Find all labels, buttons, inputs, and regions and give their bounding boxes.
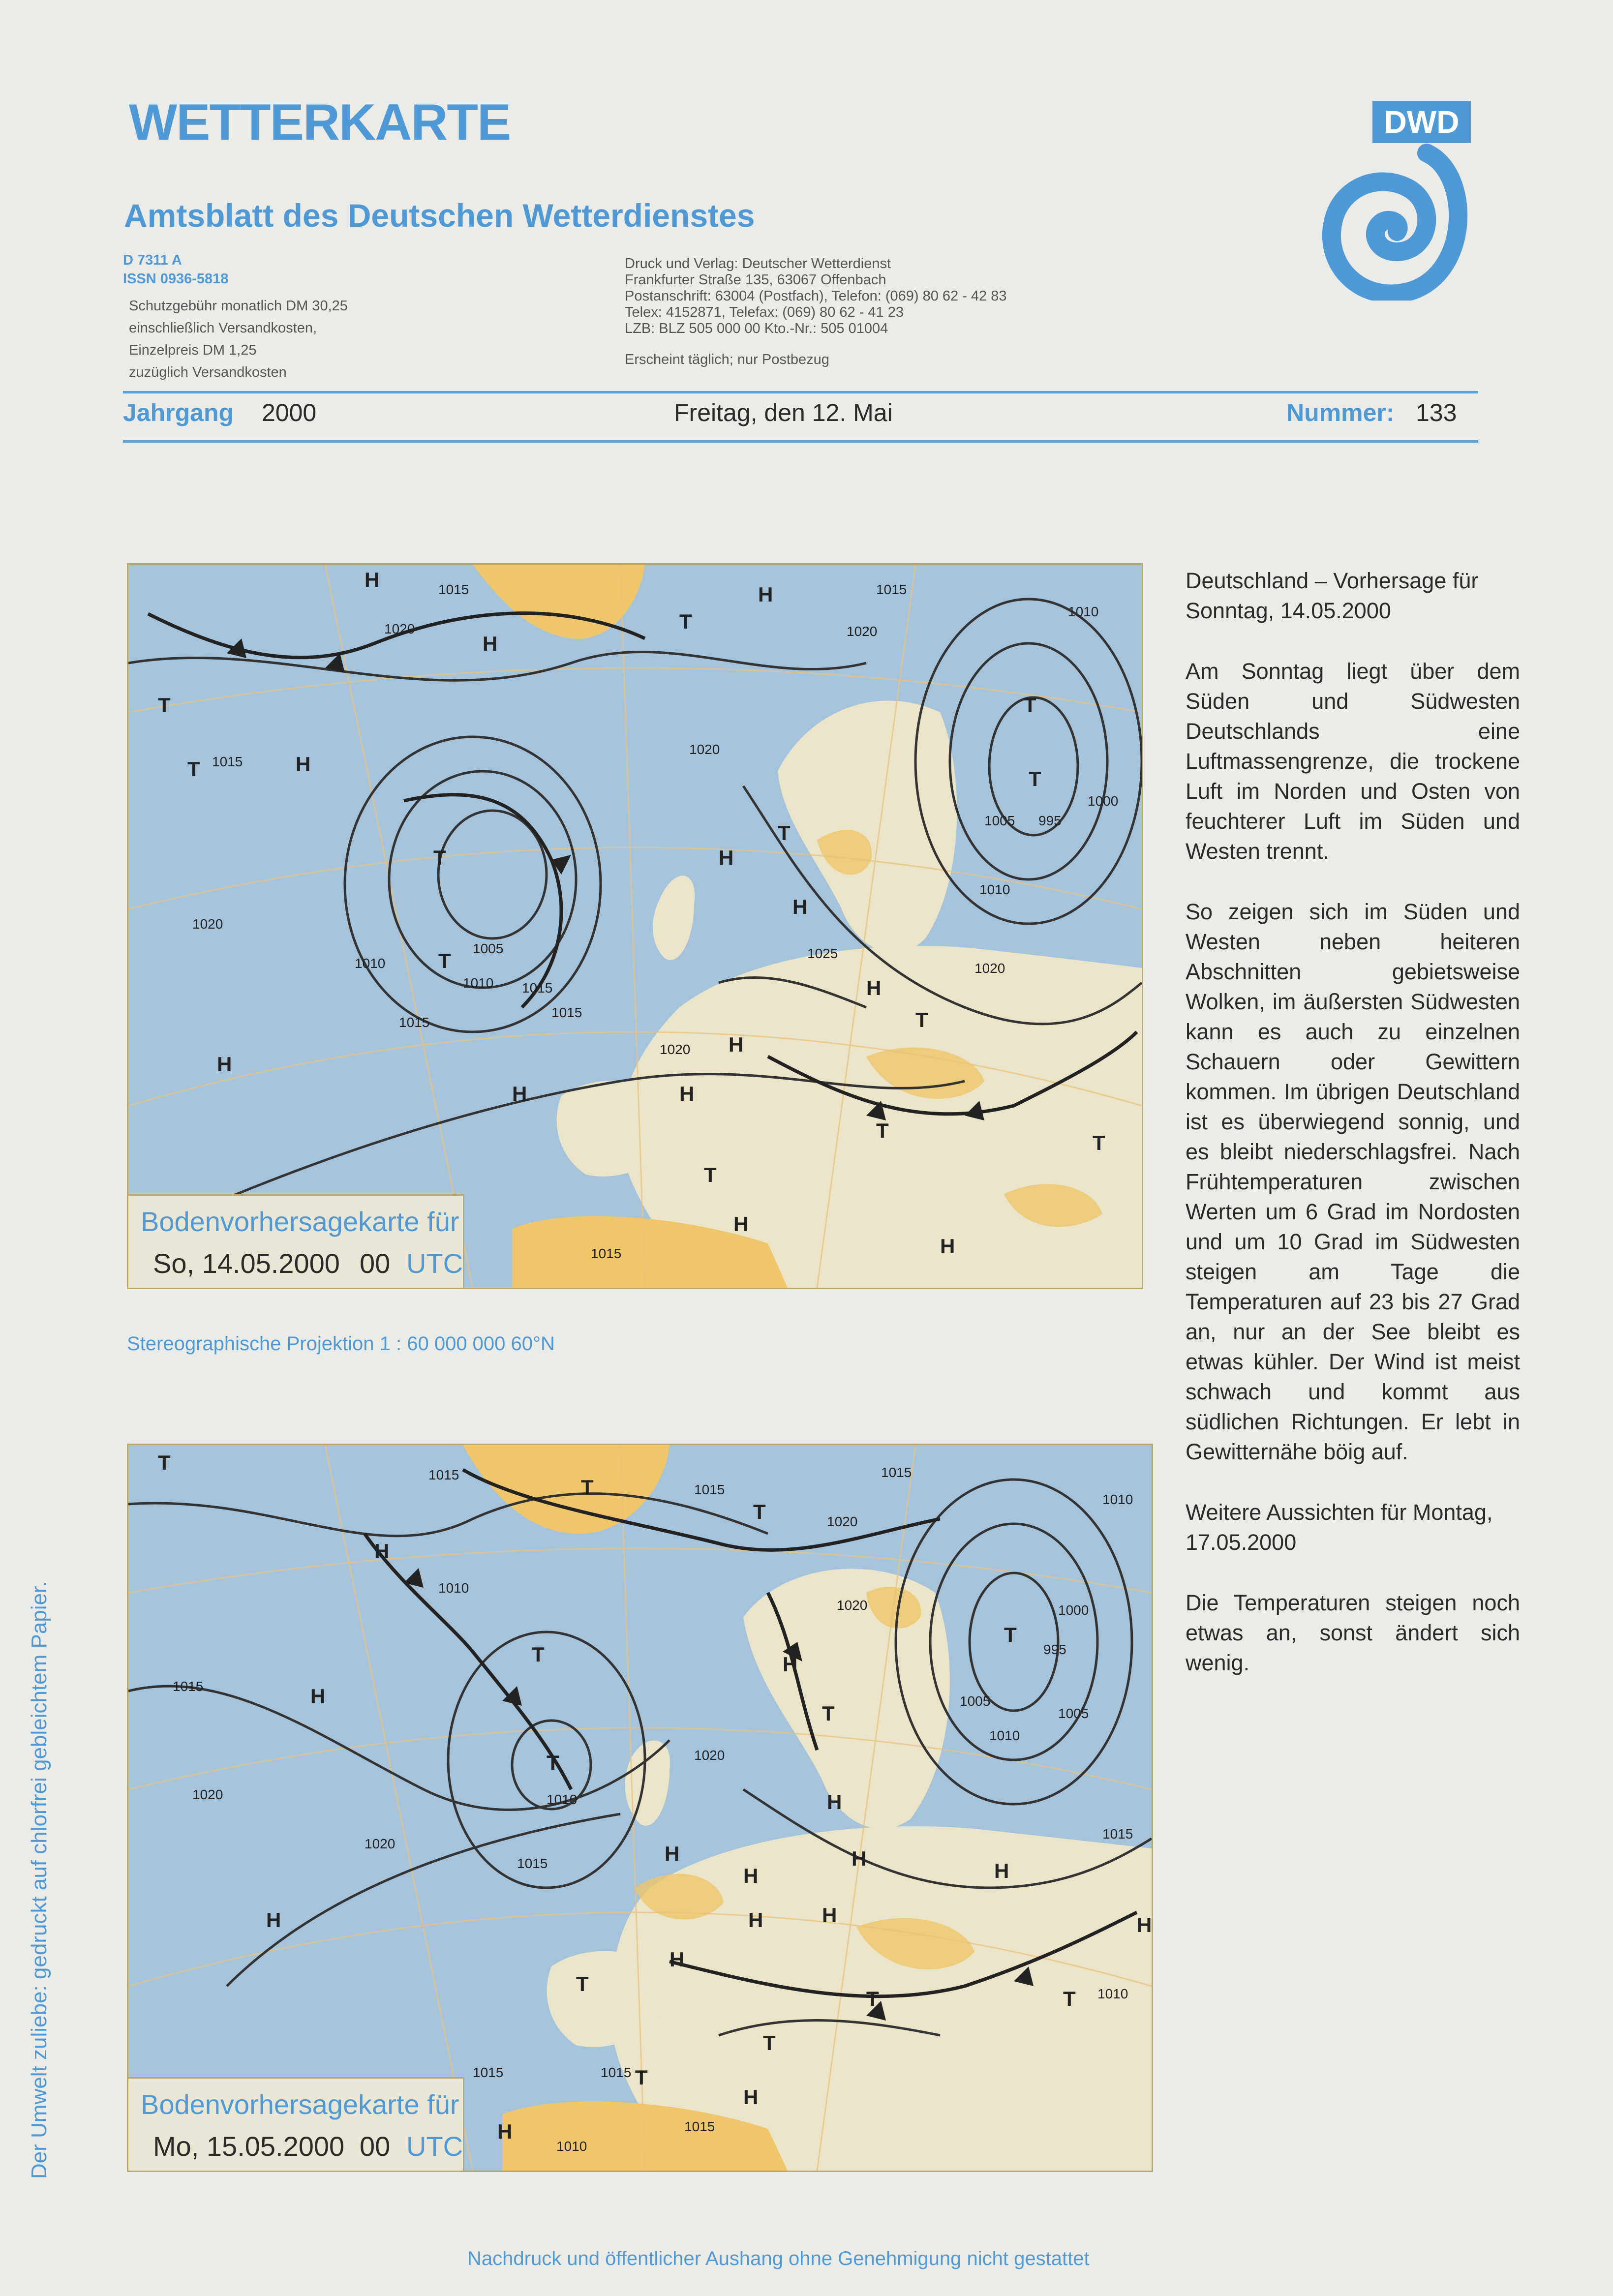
high-marker: H [748, 1908, 763, 1932]
map-caption-box [128, 1194, 464, 1289]
page-title: WETTERKARTE [129, 94, 511, 151]
svg-text:1015: 1015 [1102, 1826, 1133, 1842]
forecast-paragraph: So zeigen sich im Süden und Westen neben heiteren Abschnitten gebietsweise Wolken, im äußersten Südwesten kann es auch zu einzelnen Schauern oder Gewittern kommen. Im übrigen Deutschland ist es überwiegend sonnig, und es bleibt niederschlagsfrei. Nach Frühtemperaturen zwischen Werten um 6 Grad im Nordosten und um 10 Grad im Südwesten steigen am Tage die Temperaturen auf 23 bis 27 Grad an, nur an der See bleibt es etwas kühler. Der Wind ist meist schwach und kommt aus südlichen Richtungen. Er lebt in Gewitternähe böig auf. [1186, 899, 1520, 1464]
high-marker: H [743, 2085, 759, 2109]
svg-text:1015: 1015 [517, 1856, 548, 1871]
low-marker: T [1004, 1623, 1017, 1646]
svg-text:995: 995 [1043, 1642, 1066, 1657]
publication-ids: D 7311 A ISSN 0936-5818 [123, 252, 229, 287]
svg-text:1015: 1015 [473, 2065, 504, 2080]
low-marker: T [576, 1972, 589, 1995]
environment-note: Der Umwelt zuliebe: gedruckt auf chlorfrei gebleichtem Papier. [27, 1581, 51, 2179]
weather-map-monday [127, 1444, 1153, 2172]
svg-text:1020: 1020 [365, 1836, 396, 1851]
svg-text:1010: 1010 [1068, 604, 1099, 619]
dwd-logo [1313, 101, 1476, 302]
low-marker: T [547, 1751, 559, 1774]
projection-note: Stereographische Projektion 1 : 60 000 000 60°N [127, 1333, 555, 1355]
high-marker: H [310, 1685, 326, 1708]
high-marker: H [365, 568, 380, 591]
low-marker: T [822, 1702, 835, 1725]
high-marker: H [679, 1082, 695, 1105]
map-utc: UTC [406, 1248, 463, 1279]
high-marker: H [852, 1847, 867, 1870]
rule-top [123, 391, 1478, 393]
svg-text:1010: 1010 [1102, 1492, 1133, 1507]
low-marker: T [158, 694, 171, 717]
high-marker: H [266, 1908, 281, 1932]
svg-text:1020: 1020 [192, 916, 223, 932]
logo-text-box: DWD [1372, 101, 1471, 143]
low-marker: T [1024, 694, 1036, 717]
svg-text:1015: 1015 [522, 980, 553, 996]
svg-text:1020: 1020 [974, 961, 1005, 976]
map-utc: UTC [406, 2131, 463, 2162]
low-marker: T [438, 949, 451, 972]
low-marker: T [679, 610, 692, 633]
low-marker: T [581, 1476, 594, 1499]
outlook-heading: Weitere Aussichten für Montag, 17.05.2000 [1186, 1500, 1493, 1555]
svg-text:1025: 1025 [807, 946, 838, 961]
svg-text:1015: 1015 [173, 1679, 204, 1694]
low-marker: T [1093, 1131, 1105, 1154]
svg-text:1020: 1020 [689, 742, 720, 757]
rule-bottom [123, 440, 1478, 443]
issue-date: Freitag, den 12. Mai [674, 399, 893, 426]
high-marker: H [743, 1864, 759, 1887]
svg-text:1020: 1020 [694, 1748, 725, 1763]
svg-text:1015: 1015 [694, 1482, 725, 1497]
volume-label: Jahrgang [123, 399, 234, 426]
high-marker: H [994, 1859, 1009, 1882]
map-date: Mo, 15.05.2000 [153, 2131, 345, 2162]
map-caption: Bodenvorhersagekarte für [141, 1206, 459, 1237]
low-marker: T [778, 821, 791, 845]
svg-text:1010: 1010 [438, 1580, 469, 1596]
svg-text:1010: 1010 [989, 1728, 1020, 1743]
low-marker: T [532, 1643, 545, 1666]
forecast-column [1186, 566, 1520, 1708]
high-marker: H [758, 583, 773, 606]
high-marker: H [729, 1033, 744, 1056]
map-caption: Bodenvorhersagekarte für [141, 2089, 459, 2120]
low-marker: T [158, 1451, 171, 1474]
land-britain [653, 876, 695, 960]
svg-text:1020: 1020 [837, 1598, 868, 1613]
svg-text:1010: 1010 [556, 2139, 587, 2154]
svg-text:1015: 1015 [601, 2065, 632, 2080]
forecast-paragraph: Am Sonntag liegt über dem Süden und Südwesten Deutschlands eine Luftmassengrenze, die trockene Luft im Norden und Osten von feuchterer Luft im Süden und Westen trennt. [1186, 659, 1520, 864]
low-marker: T [187, 757, 200, 781]
high-marker: H [719, 846, 734, 869]
low-marker: T [704, 1163, 717, 1186]
svg-text:1015: 1015 [212, 754, 243, 769]
low-marker: T [1029, 767, 1041, 790]
forecast-heading: Deutschland – Vorhersage für Sonntag, 14.05.2000 [1186, 568, 1479, 623]
svg-text:1005: 1005 [960, 1693, 991, 1709]
high-marker: H [733, 1212, 749, 1236]
svg-text:1020: 1020 [827, 1514, 858, 1529]
svg-text:1000: 1000 [1088, 793, 1119, 809]
svg-text:1015: 1015 [684, 2119, 715, 2134]
low-marker: T [876, 1119, 889, 1142]
svg-text:1005: 1005 [1058, 1706, 1089, 1721]
high-marker: H [783, 1653, 798, 1676]
svg-text:1010: 1010 [355, 956, 386, 971]
footer-note: Nachdruck und öffentlicher Aushang ohne Genehmigung nicht gestattet [467, 2248, 1090, 2269]
issue-row [123, 398, 1478, 438]
number-value: 133 [1416, 399, 1457, 426]
svg-text:1015: 1015 [876, 582, 907, 597]
high-marker: H [940, 1235, 955, 1258]
svg-text:1010: 1010 [979, 882, 1010, 897]
low-marker: T [1063, 1987, 1076, 2010]
svg-text:1000: 1000 [1058, 1602, 1089, 1618]
high-marker: H [792, 895, 808, 918]
fee-info: Schutzgebühr monatlich DM 30,25 einschließlich Versandkosten, Einzelpreis DM 1,25 zuzüglich Versandkosten [129, 298, 348, 380]
svg-text:1015: 1015 [438, 582, 469, 597]
svg-text:1020: 1020 [660, 1042, 691, 1057]
high-marker: H [827, 1790, 842, 1813]
high-marker: H [217, 1053, 232, 1076]
svg-text:1010: 1010 [463, 975, 494, 991]
page-subtitle: Amtsblatt des Deutschen Wetterdienstes [124, 197, 755, 234]
low-marker: T [915, 1008, 928, 1031]
svg-text:1020: 1020 [384, 621, 415, 636]
high-marker: H [822, 1903, 837, 1927]
number-label: Nummer: [1286, 399, 1395, 426]
svg-text:1015: 1015 [428, 1467, 459, 1482]
svg-text:1010: 1010 [547, 1792, 578, 1807]
low-marker: T [866, 1987, 879, 2010]
high-marker: H [1137, 1913, 1152, 1936]
land-greenland [463, 1445, 670, 1534]
high-marker: H [670, 1948, 685, 1971]
dwd-swirl-icon [1313, 143, 1476, 301]
high-marker: H [512, 1082, 527, 1105]
map-hour: 00 [360, 1248, 391, 1279]
svg-text:995: 995 [1038, 813, 1062, 828]
svg-text:1005: 1005 [984, 813, 1015, 828]
low-marker: T [433, 846, 446, 869]
high-marker: H [483, 632, 498, 655]
svg-text:1005: 1005 [473, 941, 504, 956]
svg-text:1010: 1010 [1097, 1986, 1128, 2001]
svg-text:1015: 1015 [881, 1465, 912, 1480]
map-date: So, 14.05.2000 [153, 1248, 340, 1279]
svg-text:1020: 1020 [192, 1787, 223, 1802]
low-marker: T [635, 2066, 648, 2089]
svg-text:1015: 1015 [551, 1005, 582, 1020]
map-hour: 00 [360, 2131, 391, 2162]
high-marker: H [497, 2120, 513, 2143]
high-marker: H [665, 1842, 680, 1865]
publisher-info: Druck und Verlag: Deutscher Wetterdienst Frankfurter Straße 135, 63067 Offenbach Postanschrift: 63004 (Postfach), Telefon: (069) 80 62 - 42 83 Telex: 4152871, Telefax: (069) 80 62 - 41 23 LZB: BLZ 505 000 00 Kto.-Nr.: 505 01004 Erscheint täglich; nur Postbezug [625, 256, 1007, 367]
svg-text:1015: 1015 [591, 1246, 622, 1261]
weather-map-sunday [127, 563, 1143, 1289]
map-caption-box [128, 2077, 464, 2172]
outlook-text: Die Temperaturen steigen noch etwas an, sonst ändert sich wenig. [1186, 1590, 1520, 1675]
low-marker: T [763, 2031, 776, 2054]
svg-text:1020: 1020 [847, 624, 878, 639]
high-marker: H [296, 753, 311, 776]
high-marker: H [866, 976, 882, 999]
svg-text:1015: 1015 [399, 1015, 430, 1030]
high-marker: H [374, 1540, 390, 1563]
volume-value: 2000 [262, 399, 317, 426]
low-marker: T [753, 1500, 766, 1523]
